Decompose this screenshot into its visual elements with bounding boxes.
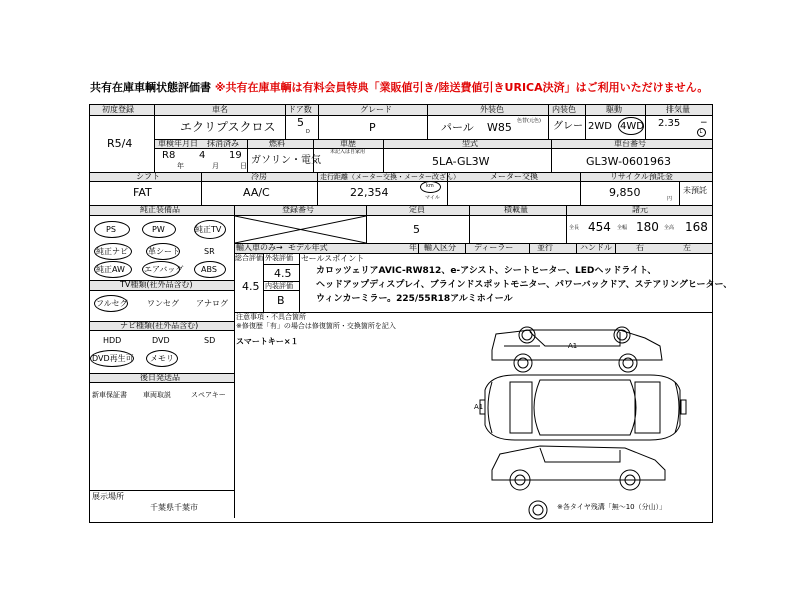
fuel-value: ガソリン・電気 xyxy=(251,155,321,166)
color-code-value: W85 xyxy=(487,121,512,134)
doors-header: ドア数 xyxy=(288,105,312,114)
dims-label: 諸元 xyxy=(632,205,648,214)
inspection-year: R8 xyxy=(162,150,176,161)
tv-fullseg: フルセグ xyxy=(96,299,128,308)
doors-unit: D xyxy=(306,129,310,135)
sales-point-line-2: ヘッドアップディスプレイ、ブラインドスポットモニター、パワーバックドア、ステアリングヒーター、 xyxy=(316,280,733,290)
recycle-yen: 円 xyxy=(667,196,673,202)
dims-hei-label: 全高 xyxy=(664,225,675,231)
dims-hei: 168 xyxy=(685,220,708,234)
navi-title: ナビ種類(社外品含む) xyxy=(120,321,199,330)
chassis-label: 車台番号 xyxy=(614,139,646,148)
recycle-value: 9,850 xyxy=(609,186,641,199)
handle-label: ハンドル xyxy=(580,243,612,252)
notes-label: 注意事項・不具合箇所 xyxy=(236,313,306,321)
navi-memory: メモリ xyxy=(150,354,174,363)
shift-value: FAT xyxy=(133,186,152,199)
dims-len-label: 全長 xyxy=(569,225,580,231)
inspection-tsuki: 月 xyxy=(212,162,219,170)
model-year-label: モデル年式 xyxy=(288,243,328,252)
navi-hdd: HDD xyxy=(103,336,122,345)
grade-header: グレード xyxy=(360,105,392,114)
mileage-km: km xyxy=(426,183,434,189)
import-dealer: ディーラー xyxy=(474,243,514,252)
navi-dvd: DVD xyxy=(152,336,170,345)
registration-label: 登録番号 xyxy=(282,205,314,214)
history-label: 車歴 xyxy=(340,139,356,148)
load-label: 積載量 xyxy=(504,205,528,214)
tv-title: TV種類(社外品含む) xyxy=(120,280,193,289)
capacity-value: 5 xyxy=(413,223,420,236)
equipment-title: 純正装備品 xyxy=(140,205,180,214)
car-top-view xyxy=(480,375,686,440)
ac-value: AA/C xyxy=(243,186,270,199)
car-side-view-bottom xyxy=(492,446,665,490)
car-name-value: エクリプスクロス xyxy=(180,120,276,134)
docs-title: 後日発送品 xyxy=(140,373,180,382)
exterior-color-header: 外装色 xyxy=(480,105,504,114)
recycle-label: リサイクル預託金 xyxy=(610,172,673,181)
overall-eval-label: 総合評価 xyxy=(235,254,263,262)
drive-header: 駆動 xyxy=(606,105,622,114)
equip-navi: 純正ナビ xyxy=(96,247,128,256)
model-label: 型式 xyxy=(462,139,478,148)
model-year-unit: 年 xyxy=(409,243,417,252)
import-parallel: 並行 xyxy=(537,243,553,252)
displacement-dash: − xyxy=(700,118,708,128)
exterior-eval-value: 4.5 xyxy=(274,267,292,280)
damage-a1-top: A1 xyxy=(568,342,578,350)
sales-point-line-1: カロッツェリアAVIC-RW812、e-アシスト、シートヒーター、LEDヘッドライト、 xyxy=(316,266,657,276)
tv-oneseg: ワンセグ xyxy=(147,299,179,308)
first-reg-header: 初度登録 xyxy=(102,105,134,114)
equip-airbag: エアバッグ xyxy=(144,265,184,274)
color-change-note: 色替(元色) xyxy=(517,118,541,124)
meter-exchange-label: メーター交換 xyxy=(490,172,538,181)
docs-warranty: 新車保証書 xyxy=(92,391,127,399)
tv-analog: アナログ xyxy=(196,299,228,308)
interior-color-value: グレー xyxy=(553,121,583,132)
title-notice: ※共有在庫車輌は有料会員特典「業販値引き/陸送費値引きURICA決済」はご利用いただけません。 xyxy=(214,81,709,94)
handle-left: 左 xyxy=(683,243,691,252)
document-title xyxy=(90,82,708,93)
inspection-month: 4 xyxy=(199,150,206,161)
grade-value: P xyxy=(369,121,376,134)
displacement-header: 排気量 xyxy=(666,105,690,114)
handle-right: 右 xyxy=(636,243,644,252)
dims-len: 454 xyxy=(588,220,611,234)
car-damage-diagram xyxy=(470,320,700,520)
sales-point-label: セールスポイント xyxy=(301,254,365,263)
inspection-removed: 抹消済み xyxy=(207,139,239,148)
import-class-label: 輸入区分 xyxy=(424,243,456,252)
recycle-note: 未預託 xyxy=(683,186,707,195)
inspection-hi: 日 xyxy=(240,162,247,170)
equip-sr: SR xyxy=(204,247,215,256)
notes-sub: ※修復歴「有」の場合は修復箇所・交換箇所を記入 xyxy=(236,322,396,330)
displacement-value: 2.35 xyxy=(658,118,681,129)
equip-ps: PS xyxy=(106,225,116,234)
doors-value: 5 xyxy=(297,116,304,129)
mileage-mile: マイル xyxy=(425,195,440,201)
shift-label: シフト xyxy=(136,172,160,181)
spare-tire-icon xyxy=(529,501,547,519)
equip-abs: ABS xyxy=(201,265,217,274)
interior-eval-value: B xyxy=(277,294,285,307)
equip-aw: 純正AW xyxy=(96,265,125,274)
smart-key-note: スマートキー×１ xyxy=(236,337,299,346)
inspection-day: 19 xyxy=(229,150,242,161)
inspection-nen: 年 xyxy=(177,162,184,170)
damage-a1-left: A1 xyxy=(474,403,484,411)
displacement-unit: L xyxy=(699,129,703,135)
interior-color-header: 内装色 xyxy=(552,105,576,114)
first-reg-value: R5/4 xyxy=(107,137,133,150)
drive-2wd: 2WD xyxy=(588,121,612,132)
model-value: 5LA-GL3W xyxy=(432,155,490,168)
registration-cross xyxy=(235,216,366,243)
mileage-value: 22,354 xyxy=(350,186,389,199)
navi-sd: SD xyxy=(204,336,216,345)
capacity-label: 定員 xyxy=(409,205,425,214)
title-main: 共有在庫車輌状態評価書 xyxy=(90,81,211,94)
fuel-label: 燃料 xyxy=(269,139,285,148)
navi-dvd-play: DVD再生可 xyxy=(92,354,134,363)
docs-spare-key: スペアキー xyxy=(191,391,226,399)
exhibit-label: 展示場所 xyxy=(92,492,124,501)
dims-wid-label: 全幅 xyxy=(617,225,628,231)
header-strip-4 xyxy=(90,205,712,215)
equip-pw: PW xyxy=(152,225,165,234)
dims-wid: 180 xyxy=(636,220,659,234)
sales-point-line-3: ウィンカーミラー。225/55R18アルミホイール xyxy=(316,294,513,304)
drive-4wd: 4WD xyxy=(620,121,644,132)
ac-label: 冷房 xyxy=(251,172,267,181)
exterior-color-value: パール xyxy=(441,121,474,134)
exterior-eval-label: 外装評価 xyxy=(265,254,293,262)
mileage-label: 走行距離（メーター交換・メーター改ざん） xyxy=(320,173,460,181)
chassis-value: GL3W-0601963 xyxy=(586,155,672,168)
equip-tv: 純正TV xyxy=(195,225,222,234)
car-name-header: 車名 xyxy=(212,105,228,114)
inspection-label: 車検年月日 xyxy=(158,139,198,148)
equip-leather: 革シート xyxy=(148,247,180,256)
docs-manual: 車両取説 xyxy=(143,391,171,399)
interior-eval-label: 内装評価 xyxy=(265,282,293,290)
tire-note: ※各タイヤ残溝「無〜10（分山）」 xyxy=(557,503,667,511)
history-note: 未記入は自家用 xyxy=(330,149,366,155)
exhibit-value: 千葉県千葉市 xyxy=(150,503,198,512)
import-only: 輸入車のみ→ xyxy=(236,243,283,252)
overall-eval-value: 4.5 xyxy=(242,280,260,293)
